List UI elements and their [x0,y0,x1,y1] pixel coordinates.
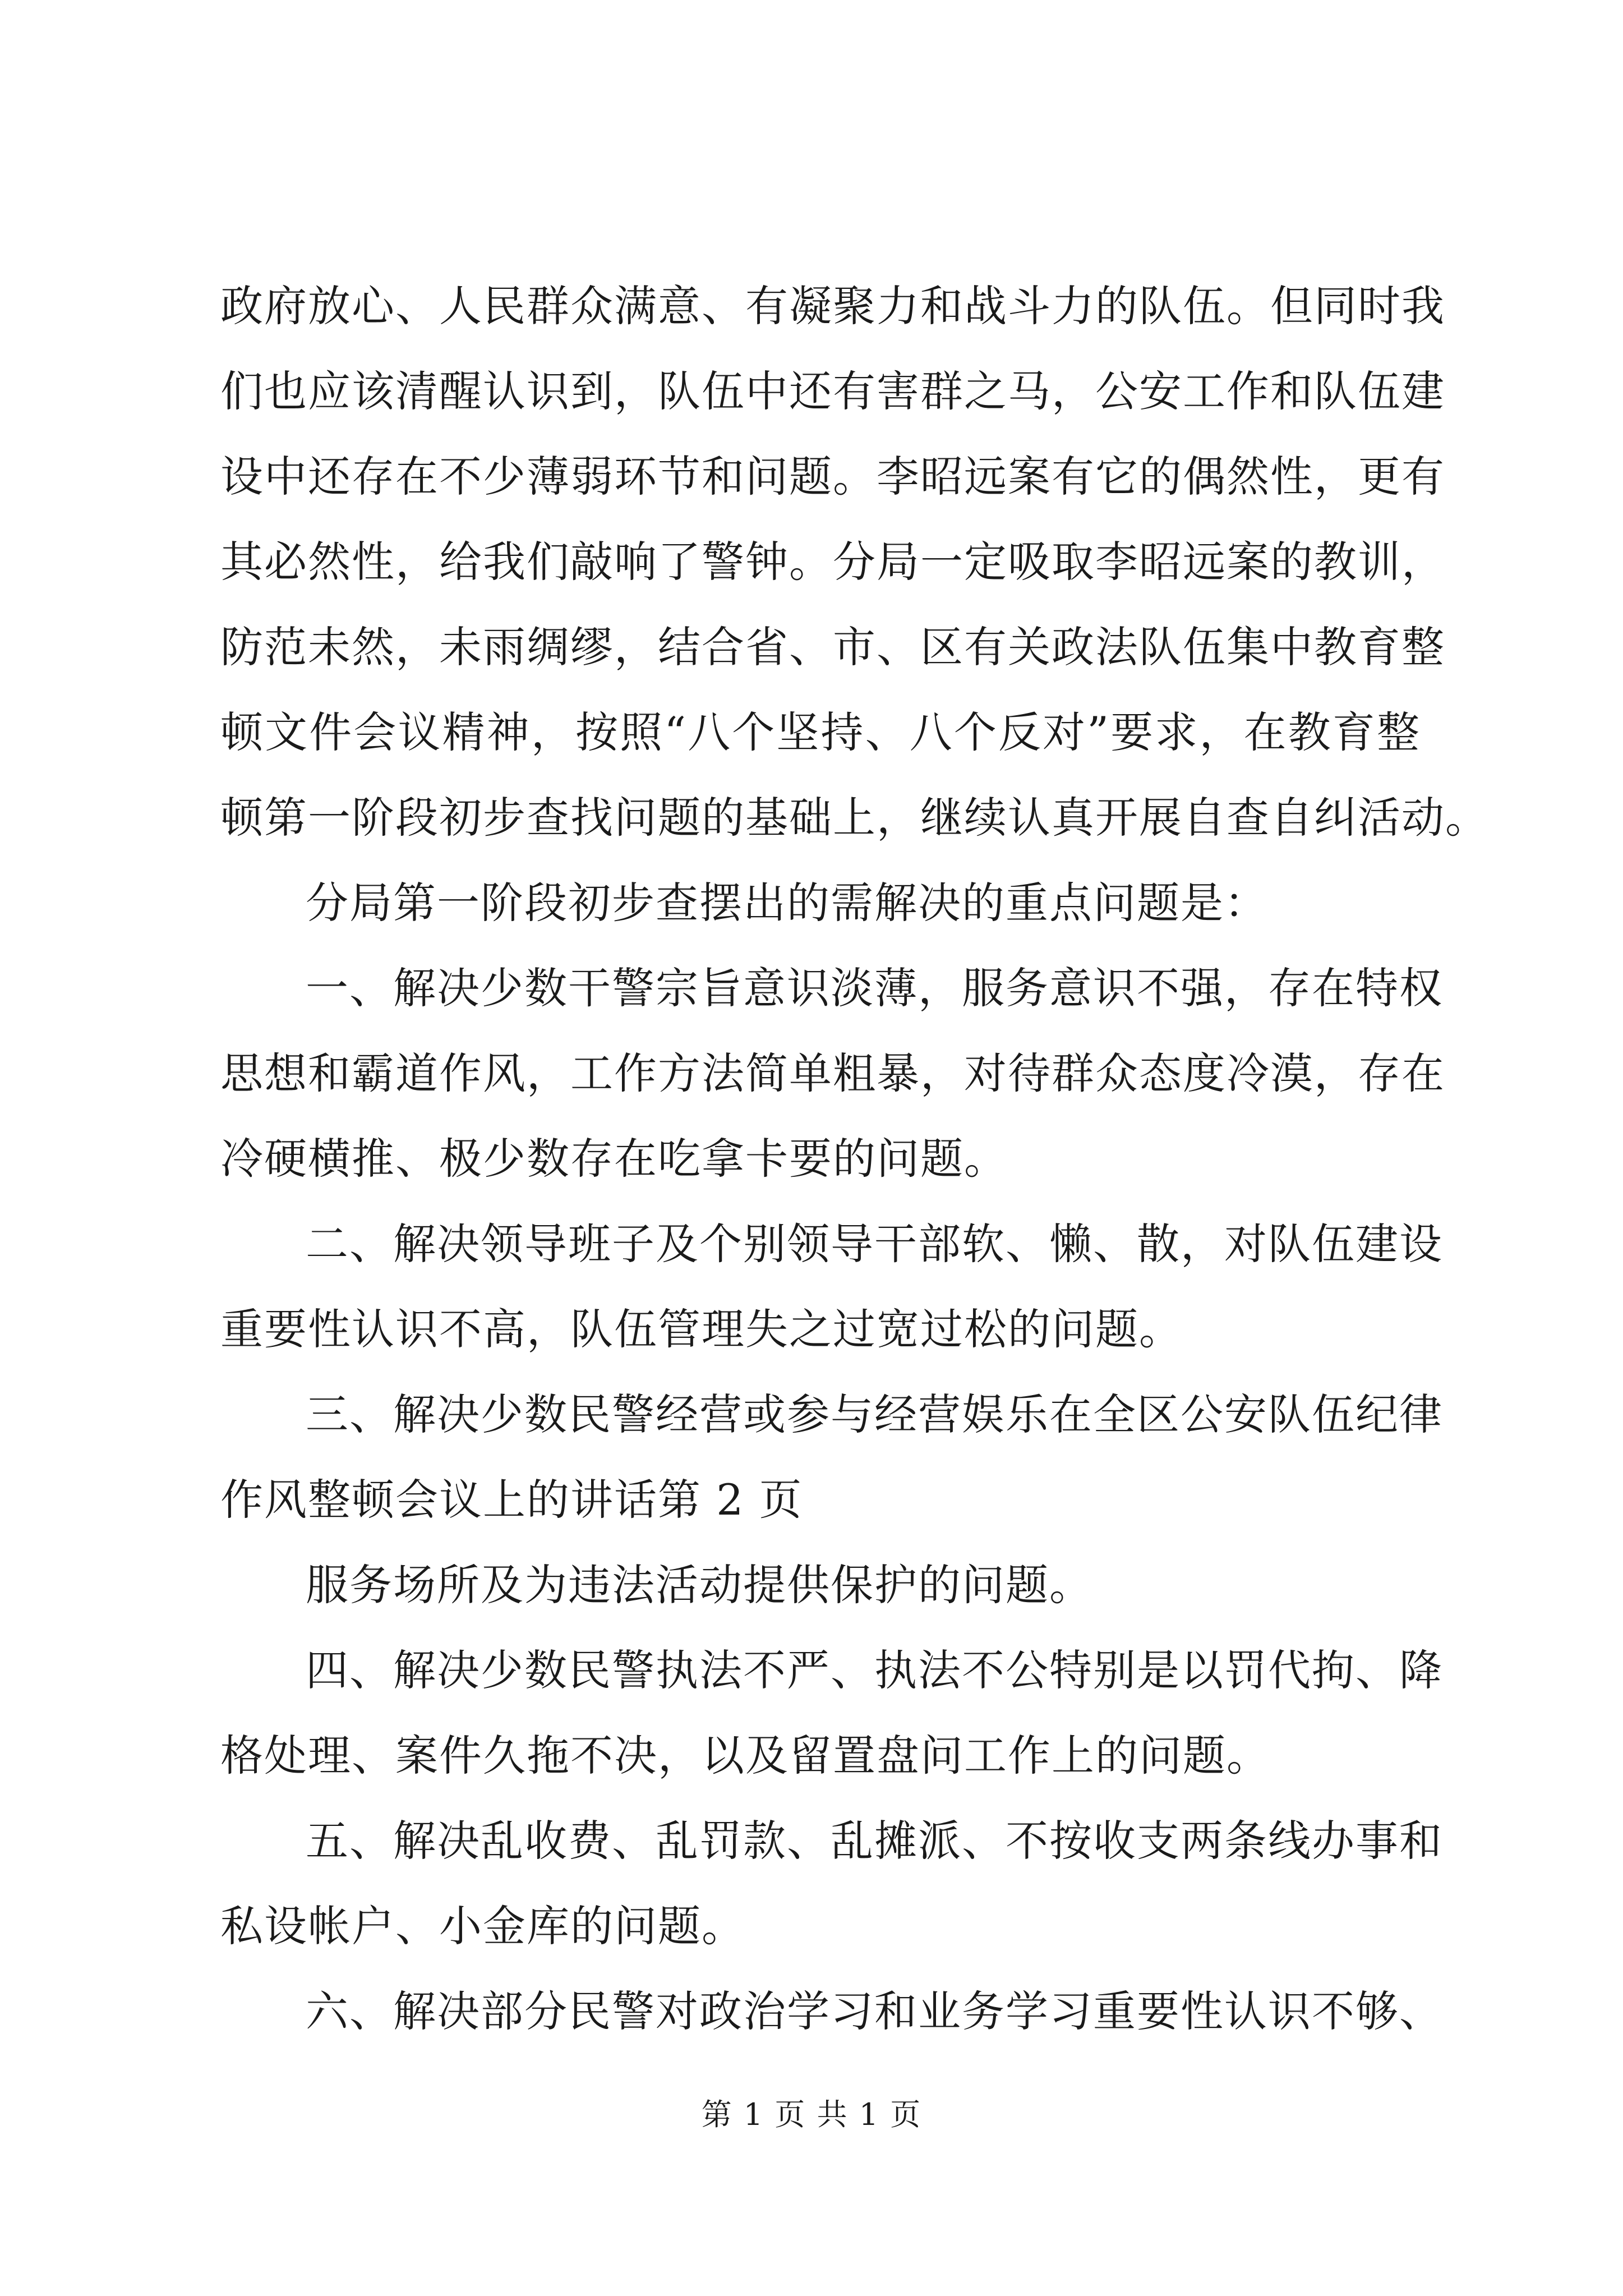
body-line: 六、解决部分民警对政治学习和业务学习重要性认识不够、 [306,1986,1443,2036]
body-line: 五、解决乱收费、乱罚款、乱摊派、不按收支两条线办事和 [306,1816,1443,1866]
body-line: 顿文件会议精神，按照“八个坚持、八个反对”要求，在教育整 [220,707,1421,757]
body-line: 一、解决少数干警宗旨意识淡薄，服务意识不强，存在特权 [306,963,1443,1013]
body-line: 服务场所及为违法活动提供保护的问题。 [306,1560,1093,1610]
page-number-footer: 第 1 页 共 1 页 [701,2097,922,2132]
body-line: 冷硬横推、极少数存在吃拿卡要的问题。 [220,1134,1008,1184]
body-line: 思想和霸道作风，工作方法简单粗暴，对待群众态度冷漠，存在 [220,1048,1445,1098]
body-line: 四、解决少数民警执法不严、执法不公特别是以罚代拘、降 [306,1645,1443,1695]
body-line: 作风整顿会议上的讲话第 2 页 [220,1475,803,1525]
body-line: 其必然性，给我们敲响了警钟。分局一定吸取李昭远案的教训， [220,537,1445,587]
body-line: 们也应该清醒认识到，队伍中还有害群之马，公安工作和队伍建 [220,366,1445,416]
body-line: 重要性认识不高，队伍管理失之过宽过松的问题。 [220,1304,1183,1354]
body-line: 分局第一阶段初步查摆出的需解决的重点问题是： [306,878,1268,928]
body-line: 政府放心、人民群众满意、有凝聚力和战斗力的队伍。但同时我 [220,281,1445,331]
document-body [220,264,1489,2054]
body-line: 顿第一阶段初步查找问题的基础上，继续认真开展自查自纠活动。 [220,793,1489,843]
body-line: 防范未然，未雨绸缪，结合省、市、区有关政法队伍集中教育整 [220,622,1445,672]
body-line: 私设帐户、小金库的问题。 [220,1901,745,1951]
body-line: 三、解决少数民警经营或参与经营娱乐在全区公安队伍纪律 [306,1389,1443,1439]
body-line: 二、解决领导班子及个别领导干部软、懒、散，对队伍建设 [306,1219,1443,1269]
body-line: 格处理、案件久拖不决，以及留置盘问工作上的问题。 [220,1731,1270,1780]
body-line: 设中还存在不少薄弱环节和问题。李昭远案有它的偶然性，更有 [220,452,1445,501]
